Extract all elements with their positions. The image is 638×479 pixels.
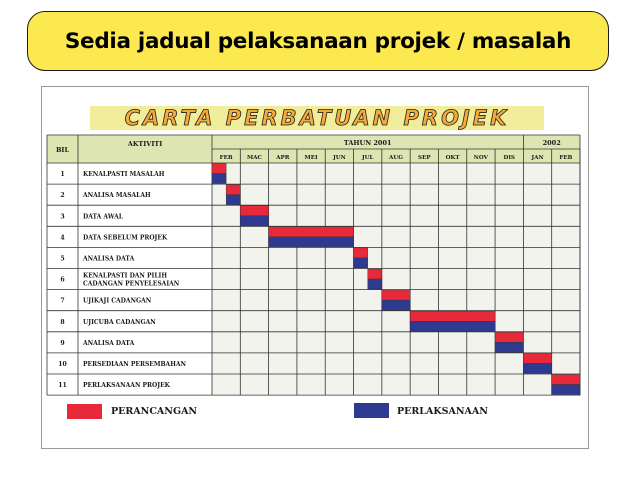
row-number: 11	[58, 382, 67, 390]
bar-perlaksanaan	[410, 321, 495, 331]
bar-perancangan	[354, 248, 368, 258]
header-aktiviti: AKTIVITI	[127, 140, 163, 148]
month-label: SEP	[418, 155, 431, 161]
row-number: 7	[60, 297, 65, 305]
bar-perlaksanaan	[269, 237, 354, 247]
month-label: AUG	[389, 155, 403, 161]
bar-perlaksanaan	[368, 279, 382, 289]
bar-perlaksanaan	[240, 216, 268, 226]
bar-perlaksanaan	[552, 385, 580, 395]
chart-title: CARTA PERBATUAN PROJEK	[124, 106, 510, 130]
year-group-label: TAHUN 2001	[343, 139, 392, 147]
month-label: NOV	[473, 155, 489, 161]
row-activity: KENALPASTI MASALAH	[83, 171, 165, 179]
row-number: 10	[58, 360, 67, 368]
row-number: 5	[60, 255, 65, 263]
month-label: JUN	[333, 155, 346, 161]
row-activity: DATA AWAL	[83, 213, 123, 221]
bar-perancangan	[552, 375, 580, 385]
row-number: 3	[60, 213, 65, 221]
month-label: FEB	[219, 155, 233, 161]
row-activity: CADANGAN PENYELESAIAN	[83, 280, 180, 288]
slide-title: Sedia jadual pelaksanaan projek / masalah	[64, 28, 572, 54]
bar-perlaksanaan	[226, 195, 240, 205]
row-activity: UJIKAJI CADANGAN	[83, 297, 152, 305]
bar-perlaksanaan	[354, 258, 368, 268]
header-bil: BIL	[55, 146, 70, 154]
row-activity: ANALISA MASALAH	[83, 192, 151, 200]
bar-perancangan	[495, 332, 523, 342]
legend-label-perancangan: PERANCANGAN	[111, 406, 198, 417]
month-label: DIS	[503, 155, 515, 161]
bar-perancangan	[368, 269, 382, 279]
header-year-bg	[212, 135, 580, 149]
month-label: OKT	[445, 155, 460, 161]
month-label: MAC	[246, 155, 262, 161]
row-number: 2	[60, 192, 65, 200]
row-number: 1	[60, 171, 65, 179]
row-number: 4	[60, 234, 65, 242]
bar-perlaksanaan	[212, 174, 226, 184]
bar-perlaksanaan	[382, 300, 410, 310]
row-activity: DATA SEBELUM PROJEK	[83, 234, 168, 242]
bar-perancangan	[240, 206, 268, 216]
row-activity: ANALISA DATA	[83, 339, 135, 347]
row-activity: KENALPASTI DAN PILIH	[83, 272, 168, 280]
bar-perlaksanaan	[495, 342, 523, 352]
bar-perancangan	[410, 311, 495, 321]
bar-perancangan	[382, 290, 410, 300]
legend-swatch-perancangan	[67, 404, 102, 419]
year-group-label: 2002	[542, 139, 561, 147]
bar-perancangan	[212, 164, 226, 174]
row-activity: ANALISA DATA	[83, 255, 135, 263]
bar-perancangan	[226, 185, 240, 195]
row-activity: PERSEDIAAN PERSEMBAHAN	[83, 360, 187, 368]
row-number: 9	[60, 339, 65, 347]
bar-perlaksanaan	[523, 363, 551, 373]
month-label: APR	[276, 155, 290, 161]
row-activity: UJICUBA CADANGAN	[83, 318, 156, 326]
legend-label-perlaksanaan: PERLAKSANAAN	[397, 406, 488, 417]
row-number: 6	[60, 276, 65, 284]
month-label: JAN	[531, 155, 544, 161]
legend-swatch-perlaksanaan	[354, 403, 389, 418]
month-label: FEB	[559, 155, 573, 161]
bar-perancangan	[523, 353, 551, 363]
month-label: JUL	[361, 155, 374, 161]
row-number: 8	[60, 318, 65, 326]
bar-perancangan	[269, 227, 354, 237]
row-activity: PERLAKSANAAN PROJEK	[83, 382, 170, 390]
month-label: MEI	[304, 155, 318, 161]
